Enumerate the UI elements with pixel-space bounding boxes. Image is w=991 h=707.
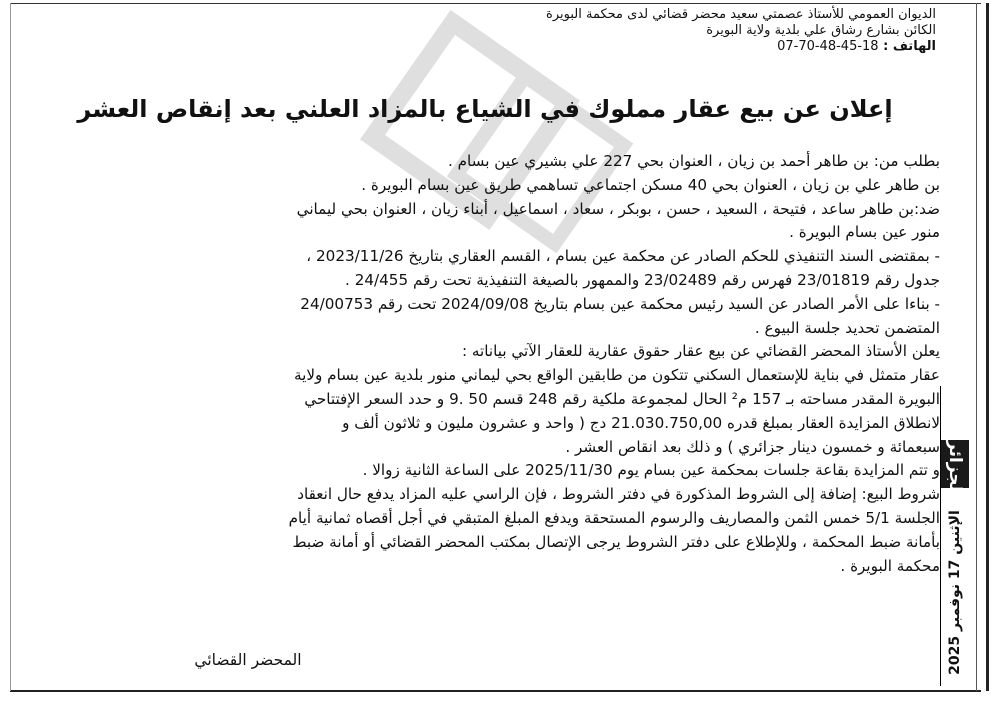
frame-top-border <box>10 3 981 4</box>
sale-conditions-3: بأمانة ضبط المحكمة ، وللإطلاع على دفتر الشروط يرجى الإتصال بمكتب المحضر القضائي أو أمانة ضبط <box>292 532 940 551</box>
property-area: البويرة المقدر مساحته بـ 157 م² الحال لمجموعة ملكية رقم 248 قسم 50 .9 و حدد السعر الإفتتاحي <box>304 389 940 408</box>
court-order-line: - بناءا على الأمر الصادر عن السيد رئيس محكمة عين بسام بتاريخ 2024/09/08 تحت رقم 24/00753 <box>300 294 940 313</box>
office-phone <box>376 39 936 55</box>
legal-basis-line-2: جدول رقم 23/01819 فهرس رقم 23/02489 والممهور بالصيغة التنفيذية تحت رقم 24/455 . <box>345 270 940 289</box>
frame-left-border <box>10 3 11 691</box>
legal-basis-line: - بمقتضى السند التنفيذي للحكم الصادر عن محكمة عين بسام ، القسم العقاري بتاريخ 2023/11/26 ، <box>306 247 940 266</box>
office-name: الديوان العمومي للأستاذ عصمتي سعيد محضر قضائي لدى محكمة البويرة <box>546 7 936 22</box>
frame-bottom-border <box>10 690 981 692</box>
defendants-address: منور عين بسام البويرة . <box>789 223 940 242</box>
defendants-line: ضد:بن طاهر ساعد ، فتيحة ، السعيد ، حسن ، بوبكر ، سعاد ، اسماعيل ، أبناء زيان ، العنوان بحي ليماني <box>296 199 940 218</box>
property-description: عقار متمثل في بناية للإستعمال السكني تتكون من طابقين الواقع بحي ليماني منور بلدية عين بسام ولاية <box>293 366 940 385</box>
sale-conditions-2: الجلسة 5/1 خمس الثمن والمصاريف والرسوم المستحقة ويدفع المبلغ المتبقي في أجل أقصاه ثمانية أيام <box>288 508 940 527</box>
bailiff-office-header <box>376 7 936 55</box>
announcement-intro: يعلن الأستاذ المحضر القضائي عن بيع عقار حقوق عقارية للعقار الآتي بياناته : <box>461 342 940 361</box>
announcement-body <box>225 150 940 578</box>
opening-price-words: سبعمائة و خمسون دينار جزائري ) و ذلك بعد انقاص العشر . <box>565 437 940 456</box>
requester-line-2: بن طاهر علي بن زيان ، العنوان بحي 40 مسكن اجتماعي تساهمي طريق عين بسام البويرة . <box>361 175 940 194</box>
requester-line: بطلب من: بن طاهر أحمد بن زيان ، العنوان بحي 227 علي بشيري عين بسام . <box>447 152 940 170</box>
court-order-line-2: المتضمن تحديد جلسة البيوع . <box>754 318 940 337</box>
sale-conditions: شروط البيع: إضافة إلى الشروط المذكورة في دفتر الشروط ، فإن الراسي عليه المزاد يدفع حال انعقاد <box>297 485 940 504</box>
office-address: الكائن بشارع رشاق علي بلدية ولاية البويرة <box>706 23 936 38</box>
newspaper-logo <box>941 440 969 498</box>
publication-date <box>941 500 969 685</box>
auction-date: و تتم المزايدة بقاعة جلسات بمحكمة عين بسام يوم 2025/11/30 على الساعة الثانية زوالا . <box>362 461 940 480</box>
frame-right-thick-border <box>986 3 989 691</box>
sale-conditions-4: محكمة البويرة . <box>840 556 940 575</box>
phone-label: الهاتف : <box>878 39 936 54</box>
frame-right-border <box>976 3 977 691</box>
phone-number: 07-70-48-45-18 <box>777 39 879 54</box>
newspaper-logo-text: الجزائر <box>945 440 965 498</box>
announcement-title: إعلان عن بيع عقار مملوك في الشياع بالمزاد العلني بعد إنقاص العشر <box>77 95 893 123</box>
opening-price: لانطلاق المزايدة العقار بمبلغ قدره 21.030.750,00 دج ( واحد و عشرون مليون و ثلاثون ألف و <box>342 413 940 432</box>
bailiff-signature: المحضر القضائي <box>194 651 302 669</box>
publication-date-text: الإثنين 17 نوفمبر 2025 <box>947 510 963 675</box>
